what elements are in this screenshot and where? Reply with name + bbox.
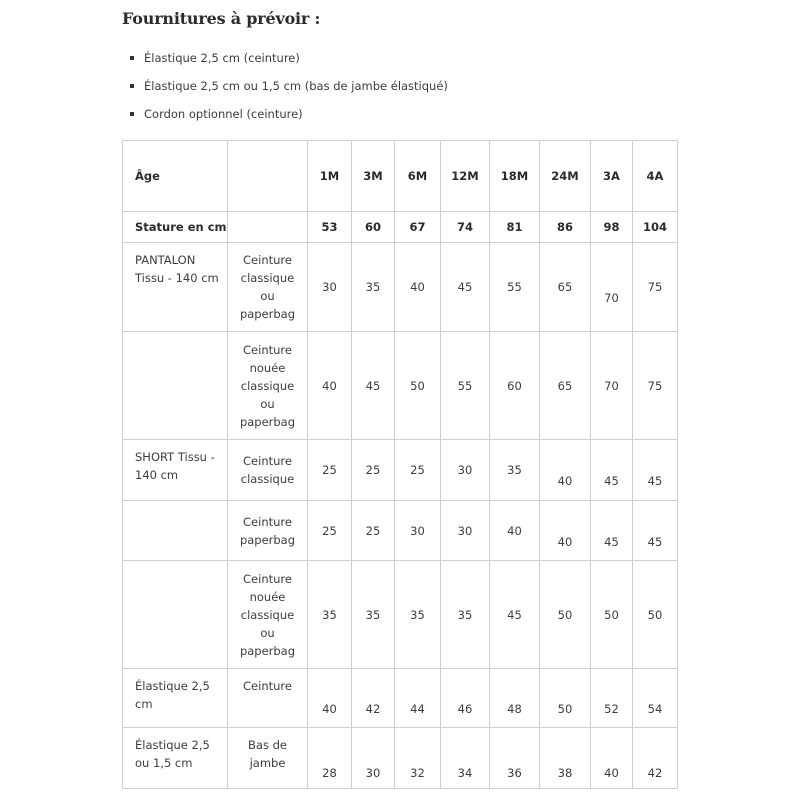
measurement-cell bbox=[540, 501, 591, 561]
measurement-cell bbox=[591, 669, 633, 728]
stature-cell: 104 bbox=[633, 212, 678, 243]
measurement-value: 45 bbox=[507, 607, 522, 622]
stature-label: Stature en cm bbox=[123, 212, 228, 243]
table-row bbox=[123, 561, 678, 669]
measurement-cell bbox=[540, 728, 591, 789]
age-header-row bbox=[123, 141, 678, 212]
supply-item bbox=[130, 104, 448, 132]
bullet-icon bbox=[130, 112, 134, 116]
age-header-cell: 4A bbox=[633, 141, 678, 212]
table-row bbox=[123, 243, 678, 332]
variant-label: Ceinture classique ou paperbag bbox=[228, 243, 308, 332]
variant-label: Ceinture nouée classique ou paperbag bbox=[228, 332, 308, 440]
measurement-value: 55 bbox=[457, 378, 473, 393]
measurement-value: 40 bbox=[557, 474, 573, 488]
stature-cell: 60 bbox=[352, 212, 395, 243]
measurement-value: 70 bbox=[604, 291, 619, 305]
measurement-value: 30 bbox=[457, 523, 473, 538]
measurement-value: 40 bbox=[604, 766, 619, 780]
measurement-value: 55 bbox=[507, 280, 522, 294]
measurement-cell bbox=[395, 243, 441, 332]
variant-label: Ceinture bbox=[228, 669, 308, 728]
age-header-cell: 12M bbox=[441, 141, 490, 212]
measurement-cell bbox=[633, 669, 678, 728]
age-header-cell: 24M bbox=[540, 141, 591, 212]
table-row bbox=[123, 332, 678, 440]
stature-cell: 67 bbox=[395, 212, 441, 243]
supplies-list bbox=[130, 48, 448, 132]
stature-cell: 86 bbox=[540, 212, 591, 243]
table-row bbox=[123, 728, 678, 789]
measurement-value: 28 bbox=[322, 766, 337, 780]
supply-item-label: Cordon optionnel (ceinture) bbox=[144, 107, 303, 121]
measurement-value: 35 bbox=[457, 607, 473, 622]
size-chart-table bbox=[122, 140, 678, 789]
measurement-value: 40 bbox=[507, 523, 522, 538]
measurement-cell bbox=[490, 440, 540, 501]
measurement-value: 40 bbox=[322, 378, 337, 393]
measurement-value: 32 bbox=[410, 766, 425, 780]
bullet-icon bbox=[130, 56, 134, 60]
measurement-cell bbox=[395, 728, 441, 789]
measurement-value: 30 bbox=[322, 280, 337, 294]
measurement-cell bbox=[352, 501, 395, 561]
measurement-cell bbox=[490, 728, 540, 789]
measurement-value: 65 bbox=[557, 378, 573, 393]
measurement-cell bbox=[591, 728, 633, 789]
measurement-value: 45 bbox=[365, 378, 381, 393]
measurement-cell bbox=[352, 243, 395, 332]
stature-row bbox=[123, 212, 678, 243]
supply-item bbox=[130, 48, 448, 76]
supply-item-label: Élastique 2,5 cm (ceinture) bbox=[144, 51, 300, 65]
measurement-value: 60 bbox=[507, 378, 522, 393]
measurement-value: 44 bbox=[410, 702, 425, 716]
measurement-cell bbox=[395, 440, 441, 501]
measurement-cell bbox=[633, 243, 678, 332]
measurement-cell bbox=[591, 440, 633, 501]
measurement-cell bbox=[540, 561, 591, 669]
measurement-value: 35 bbox=[365, 280, 381, 294]
measurement-cell bbox=[633, 440, 678, 501]
measurement-value: 42 bbox=[365, 702, 381, 716]
empty-cell bbox=[228, 141, 308, 212]
supply-item bbox=[130, 76, 448, 104]
measurement-value: 34 bbox=[457, 766, 473, 780]
measurement-value: 40 bbox=[410, 280, 425, 294]
measurement-value: 45 bbox=[647, 534, 663, 549]
measurement-cell bbox=[591, 243, 633, 332]
measurement-value: 52 bbox=[604, 702, 619, 716]
measurement-cell bbox=[441, 440, 490, 501]
measurement-value: 50 bbox=[557, 702, 573, 716]
measurement-cell bbox=[395, 561, 441, 669]
measurement-cell bbox=[308, 561, 352, 669]
measurement-cell bbox=[395, 332, 441, 440]
age-header-cell: 6M bbox=[395, 141, 441, 212]
table-row bbox=[123, 669, 678, 728]
measurement-value: 40 bbox=[322, 702, 337, 716]
variant-label: Bas de jambe bbox=[228, 728, 308, 789]
age-header-cell: 18M bbox=[490, 141, 540, 212]
measurement-value: 45 bbox=[604, 474, 619, 488]
measurement-value: 35 bbox=[322, 607, 337, 622]
measurement-value: 50 bbox=[604, 607, 619, 622]
measurement-cell bbox=[441, 561, 490, 669]
stature-cell: 81 bbox=[490, 212, 540, 243]
measurement-value: 38 bbox=[557, 766, 573, 780]
measurement-cell bbox=[591, 332, 633, 440]
age-header-cell: 1M bbox=[308, 141, 352, 212]
measurement-cell bbox=[352, 728, 395, 789]
measurement-cell bbox=[490, 332, 540, 440]
measurement-cell bbox=[441, 243, 490, 332]
measurement-cell bbox=[352, 332, 395, 440]
measurement-value: 25 bbox=[365, 523, 381, 538]
measurement-value: 35 bbox=[507, 463, 522, 477]
measurement-value: 35 bbox=[365, 607, 381, 622]
measurement-value: 30 bbox=[457, 463, 473, 477]
measurement-cell bbox=[490, 561, 540, 669]
bullet-icon bbox=[130, 84, 134, 88]
measurement-cell bbox=[441, 728, 490, 789]
garment-label: PANTALON Tissu - 140 cm bbox=[123, 243, 228, 332]
measurement-value: 30 bbox=[410, 523, 425, 538]
measurement-cell bbox=[591, 501, 633, 561]
measurement-cell bbox=[441, 669, 490, 728]
measurement-value: 25 bbox=[322, 523, 337, 538]
garment-label: SHORT Tissu - 140 cm bbox=[123, 440, 228, 501]
measurement-cell bbox=[540, 243, 591, 332]
measurement-cell bbox=[395, 669, 441, 728]
age-header-cell: 3A bbox=[591, 141, 633, 212]
table-row bbox=[123, 440, 678, 501]
measurement-value: 65 bbox=[557, 280, 573, 294]
measurement-cell bbox=[308, 501, 352, 561]
measurement-value: 75 bbox=[647, 378, 663, 393]
measurement-cell bbox=[308, 440, 352, 501]
measurement-value: 46 bbox=[457, 702, 473, 716]
age-header-cell: 3M bbox=[352, 141, 395, 212]
measurement-value: 45 bbox=[604, 534, 619, 549]
stature-cell: 53 bbox=[308, 212, 352, 243]
measurement-value: 48 bbox=[507, 702, 522, 716]
garment-label: Élastique 2,5 ou 1,5 cm bbox=[123, 728, 228, 789]
measurement-value: 40 bbox=[557, 534, 573, 549]
measurement-cell bbox=[352, 440, 395, 501]
measurement-value: 75 bbox=[647, 280, 663, 294]
measurement-cell bbox=[490, 501, 540, 561]
garment-label bbox=[123, 501, 228, 561]
measurement-value: 50 bbox=[410, 378, 425, 393]
variant-label: Ceinture nouée classique ou paperbag bbox=[228, 561, 308, 669]
measurement-cell bbox=[540, 669, 591, 728]
section-heading: Fournitures à prévoir : bbox=[122, 9, 321, 28]
garment-label: Élastique 2,5 cm bbox=[123, 669, 228, 728]
empty-cell bbox=[228, 212, 308, 243]
measurement-cell bbox=[540, 440, 591, 501]
measurement-cell bbox=[633, 561, 678, 669]
variant-label: Ceinture classique bbox=[228, 440, 308, 501]
measurement-value: 50 bbox=[647, 607, 663, 622]
measurement-value: 45 bbox=[647, 474, 663, 488]
measurement-cell bbox=[490, 669, 540, 728]
measurement-cell bbox=[540, 332, 591, 440]
measurement-cell bbox=[633, 332, 678, 440]
measurement-value: 30 bbox=[365, 766, 381, 780]
measurement-value: 54 bbox=[647, 702, 663, 716]
measurement-value: 25 bbox=[322, 463, 337, 477]
measurement-cell bbox=[308, 669, 352, 728]
garment-label bbox=[123, 561, 228, 669]
measurement-cell bbox=[633, 501, 678, 561]
measurement-value: 35 bbox=[410, 607, 425, 622]
measurement-value: 25 bbox=[365, 463, 381, 477]
measurement-cell bbox=[308, 243, 352, 332]
measurement-cell bbox=[490, 243, 540, 332]
garment-label bbox=[123, 332, 228, 440]
measurement-cell bbox=[591, 561, 633, 669]
table-row bbox=[123, 501, 678, 561]
measurement-cell bbox=[395, 501, 441, 561]
measurement-cell bbox=[441, 332, 490, 440]
measurement-value: 50 bbox=[557, 607, 573, 622]
measurement-value: 36 bbox=[507, 766, 522, 780]
variant-label: Ceinture paperbag bbox=[228, 501, 308, 561]
stature-cell: 74 bbox=[441, 212, 490, 243]
measurement-cell bbox=[308, 728, 352, 789]
supply-item-label: Élastique 2,5 cm ou 1,5 cm (bas de jambe élastiqué) bbox=[144, 79, 448, 93]
measurement-cell bbox=[352, 669, 395, 728]
measurement-value: 42 bbox=[647, 766, 663, 780]
measurement-cell bbox=[308, 332, 352, 440]
measurement-cell bbox=[633, 728, 678, 789]
measurement-value: 25 bbox=[410, 463, 425, 477]
measurement-cell bbox=[441, 501, 490, 561]
measurement-cell bbox=[352, 561, 395, 669]
stature-cell: 98 bbox=[591, 212, 633, 243]
measurement-value: 45 bbox=[457, 280, 473, 294]
age-label: Âge bbox=[123, 141, 228, 212]
measurement-value: 70 bbox=[604, 378, 619, 393]
